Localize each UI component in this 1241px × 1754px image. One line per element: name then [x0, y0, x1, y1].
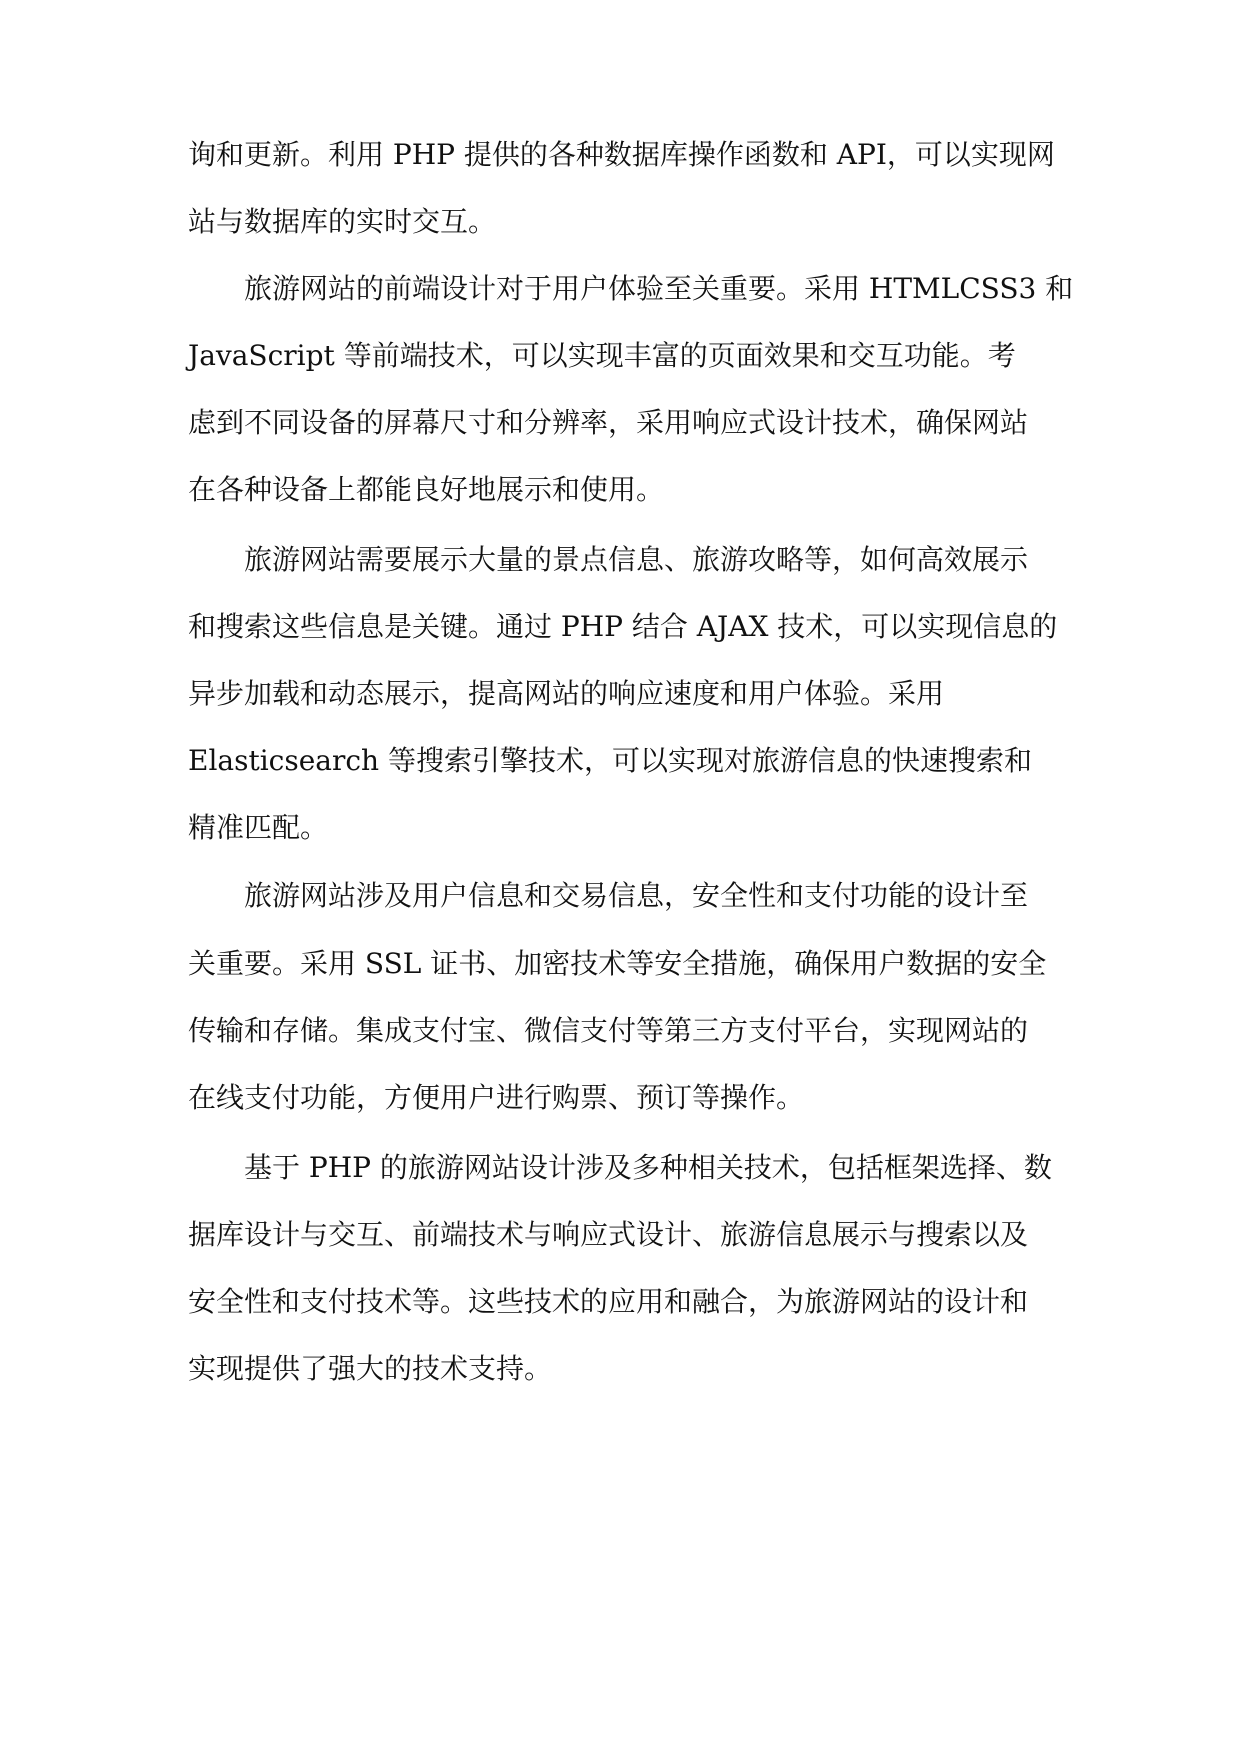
paragraph-5-line-3: 安全性和支付技术等。这些技术的应用和融合，为旅游网站的设计和 — [188, 1285, 1029, 1318]
paragraph-3-line-5: 精准匹配。 — [188, 811, 329, 844]
paragraph-5-line-1: 基于 PHP 的旅游网站设计涉及多种相关技术，包括框架选择、数 — [244, 1151, 1052, 1184]
paragraph-1-line-2: 站与数据库的实时交互。 — [188, 205, 497, 238]
paragraph-2-line-2: JavaScript 等前端技术，可以实现丰富的页面效果和交互功能。考 — [188, 339, 1016, 372]
paragraph-2-line-3: 虑到不同设备的屏幕尺寸和分辨率，采用响应式设计技术，确保网站 — [188, 406, 1029, 439]
paragraph-2-line-1: 旅游网站的前端设计对于用户体验至关重要。采用 HTMLCSS3 和 — [244, 272, 1074, 305]
paragraph-3-line-3: 异步加载和动态展示，提高网站的响应速度和用户体验。采用 — [188, 677, 945, 710]
paragraph-3-line-2: 和搜索这些信息是关键。通过 PHP 结合 AJAX 技术，可以实现信息的 — [188, 610, 1058, 643]
paragraph-4-line-2: 关重要。采用 SSL 证书、加密技术等安全措施，确保用户数据的安全 — [188, 947, 1047, 980]
paragraph-5-line-2: 据库设计与交互、前端技术与响应式设计、旅游信息展示与搜索以及 — [188, 1218, 1029, 1251]
paragraph-1-line-1: 询和更新。利用 PHP 提供的各种数据库操作函数和 API，可以实现网 — [188, 138, 1055, 171]
paragraph-3-line-1: 旅游网站需要展示大量的景点信息、旅游攻略等，如何高效展示 — [244, 543, 1029, 576]
paragraph-3-line-4: Elasticsearch 等搜索引擎技术，可以实现对旅游信息的快速搜索和 — [188, 744, 1032, 777]
paragraph-4-line-3: 传输和存储。集成支付宝、微信支付等第三方支付平台，实现网站的 — [188, 1014, 1029, 1047]
paragraph-4-line-1: 旅游网站涉及用户信息和交易信息，安全性和支付功能的设计至 — [244, 879, 1029, 912]
paragraph-4-line-4: 在线支付功能，方便用户进行购票、预订等操作。 — [188, 1081, 805, 1114]
paragraph-5-line-4: 实现提供了强大的技术支持。 — [188, 1352, 553, 1385]
paragraph-2-line-4: 在各种设备上都能良好地展示和使用。 — [188, 473, 665, 506]
